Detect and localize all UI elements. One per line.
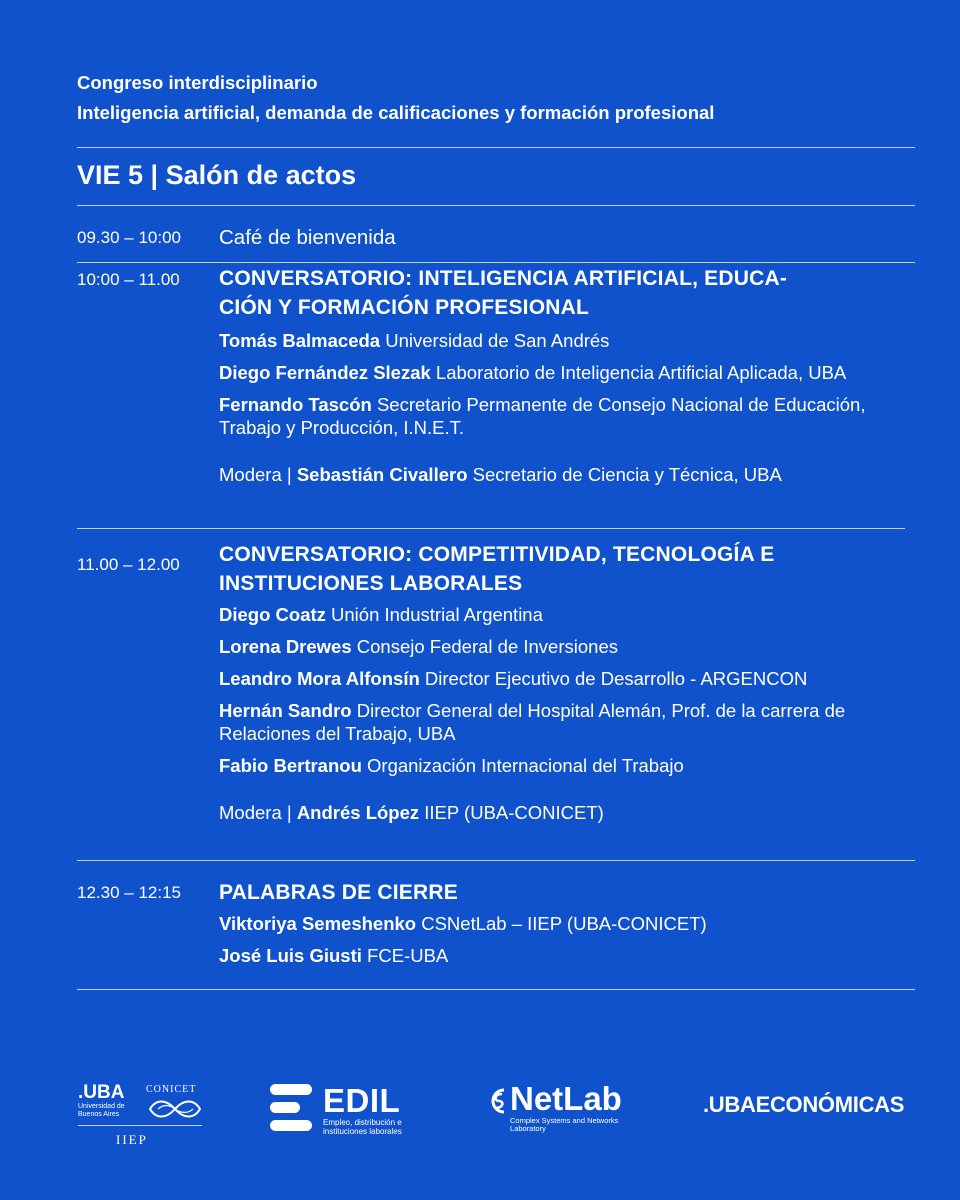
speaker-affiliation: CSNetLab – IIEP (UBA-CONICET) bbox=[416, 913, 707, 934]
session-title bbox=[219, 540, 909, 598]
speaker bbox=[219, 393, 909, 439]
speaker-affiliation: Organización Internacional del Trabajo bbox=[361, 755, 684, 776]
speaker-name: Lorena Drewes bbox=[219, 636, 352, 657]
iiep-logo: IIEP bbox=[116, 1132, 148, 1147]
speaker bbox=[219, 944, 909, 967]
event-title: Inteligencia artificial, demanda de calificaciones y formación profesional bbox=[77, 102, 715, 123]
session-title bbox=[219, 264, 909, 322]
divider bbox=[77, 262, 915, 263]
moderator-name: Sebastián Civallero bbox=[296, 464, 468, 485]
edil-emblem-icon bbox=[270, 1084, 312, 1132]
day-title: VIE 5 | Salón de actos bbox=[77, 160, 357, 190]
session-title-line: CONVERSATORIO: COMPETITIVIDAD, TECNOLOGÍA E bbox=[219, 543, 775, 566]
speaker-affiliation: Consejo Federal de Inversiones bbox=[351, 636, 618, 657]
speaker-affiliation: Director General del Hospital Alemán, Prof. de la carrera de Relaciones del Trabajo, UBA bbox=[219, 700, 846, 744]
divider bbox=[77, 528, 905, 529]
speaker-name: Diego Coatz bbox=[219, 604, 326, 625]
logo-divider bbox=[78, 1125, 202, 1126]
session-block bbox=[219, 264, 909, 487]
speaker bbox=[219, 329, 909, 352]
speaker-name: Tomás Balmaceda bbox=[219, 330, 381, 351]
divider bbox=[77, 860, 915, 861]
moderator-affiliation: Secretario de Ciencia y Técnica, UBA bbox=[467, 464, 782, 485]
sponsor-logos bbox=[0, 1070, 960, 1160]
event-header bbox=[77, 68, 714, 128]
session-time: 11.00 – 12.00 bbox=[77, 555, 180, 574]
speaker-name: Diego Fernández Slezak bbox=[219, 362, 431, 383]
uba-subtitle: Universidad de Buenos Aires bbox=[78, 1103, 125, 1118]
edil-subtitle: Empleo, distribución e instituciones laborales bbox=[323, 1118, 402, 1136]
moderator-label: Modera | bbox=[219, 464, 297, 485]
divider bbox=[77, 989, 915, 990]
speaker-affiliation: Laboratorio de Inteligencia Artificial Aplicada, UBA bbox=[430, 362, 847, 383]
netlab-logo: NetLab bbox=[510, 1080, 622, 1117]
conicet-logo: CONICET bbox=[146, 1084, 197, 1095]
cs-emblem-icon bbox=[484, 1084, 510, 1118]
moderator bbox=[219, 463, 909, 487]
divider bbox=[77, 147, 915, 148]
moderator-label: Modera | bbox=[219, 802, 297, 823]
netlab-subtitle: Complex Systems and Networks Laboratory bbox=[510, 1116, 619, 1133]
session-time: 10:00 – 11.00 bbox=[77, 270, 180, 289]
session-time: 09.30 – 10:00 bbox=[77, 228, 181, 247]
speaker-name: Fernando Tascón bbox=[219, 394, 372, 415]
speaker bbox=[219, 361, 909, 384]
speaker-name: José Luis Giusti bbox=[219, 945, 362, 966]
session-title: PALABRAS DE CIERRE bbox=[219, 881, 458, 904]
speaker bbox=[219, 667, 909, 690]
speaker-affiliation: Unión Industrial Argentina bbox=[325, 604, 543, 625]
speaker-affiliation: Universidad de San Andrés bbox=[380, 330, 610, 351]
uba-logo: .UBA bbox=[78, 1082, 125, 1103]
session-title-line: CONVERSATORIO: INTELIGENCIA ARTIFICIAL, EDUCA- bbox=[219, 267, 788, 290]
speaker-name: Leandro Mora Alfonsín bbox=[219, 668, 420, 689]
speaker-name: Viktoriya Semeshenko bbox=[219, 913, 417, 934]
speaker bbox=[219, 635, 909, 658]
speaker-name: Fabio Bertranou bbox=[219, 755, 362, 776]
speaker-affiliation: Secretario Permanente de Consejo Nacional de Educación, Trabajo y Producción, I.N.E.T. bbox=[219, 394, 866, 438]
moderator-affiliation: IIEP (UBA-CONICET) bbox=[419, 802, 604, 823]
speaker-affiliation: FCE-UBA bbox=[361, 945, 449, 966]
event-type: Congreso interdisciplinario bbox=[77, 72, 318, 93]
session-time: 12.30 – 12:15 bbox=[77, 883, 181, 902]
divider bbox=[77, 205, 915, 206]
session-block bbox=[219, 878, 909, 967]
speaker bbox=[219, 754, 909, 777]
speaker bbox=[219, 699, 909, 745]
speaker-affiliation: Director Ejecutivo de Desarrollo - ARGENCON bbox=[419, 668, 808, 689]
moderator bbox=[219, 801, 909, 825]
speaker bbox=[219, 912, 909, 935]
moderator-name: Andrés López bbox=[296, 802, 420, 823]
speaker bbox=[219, 603, 909, 626]
session-block bbox=[219, 540, 909, 825]
session-title: Café de bienvenida bbox=[219, 226, 396, 249]
session-title-line: INSTITUCIONES LABORALES bbox=[219, 572, 523, 595]
ubaeconomicas-logo: .UBAECONÓMICAS bbox=[703, 1092, 905, 1117]
speaker-name: Hernán Sandro bbox=[219, 700, 352, 721]
edil-logo: EDIL bbox=[323, 1082, 401, 1119]
conicet-emblem-icon bbox=[146, 1097, 204, 1121]
session-title-line: CIÓN Y FORMACIÓN PROFESIONAL bbox=[219, 296, 590, 319]
